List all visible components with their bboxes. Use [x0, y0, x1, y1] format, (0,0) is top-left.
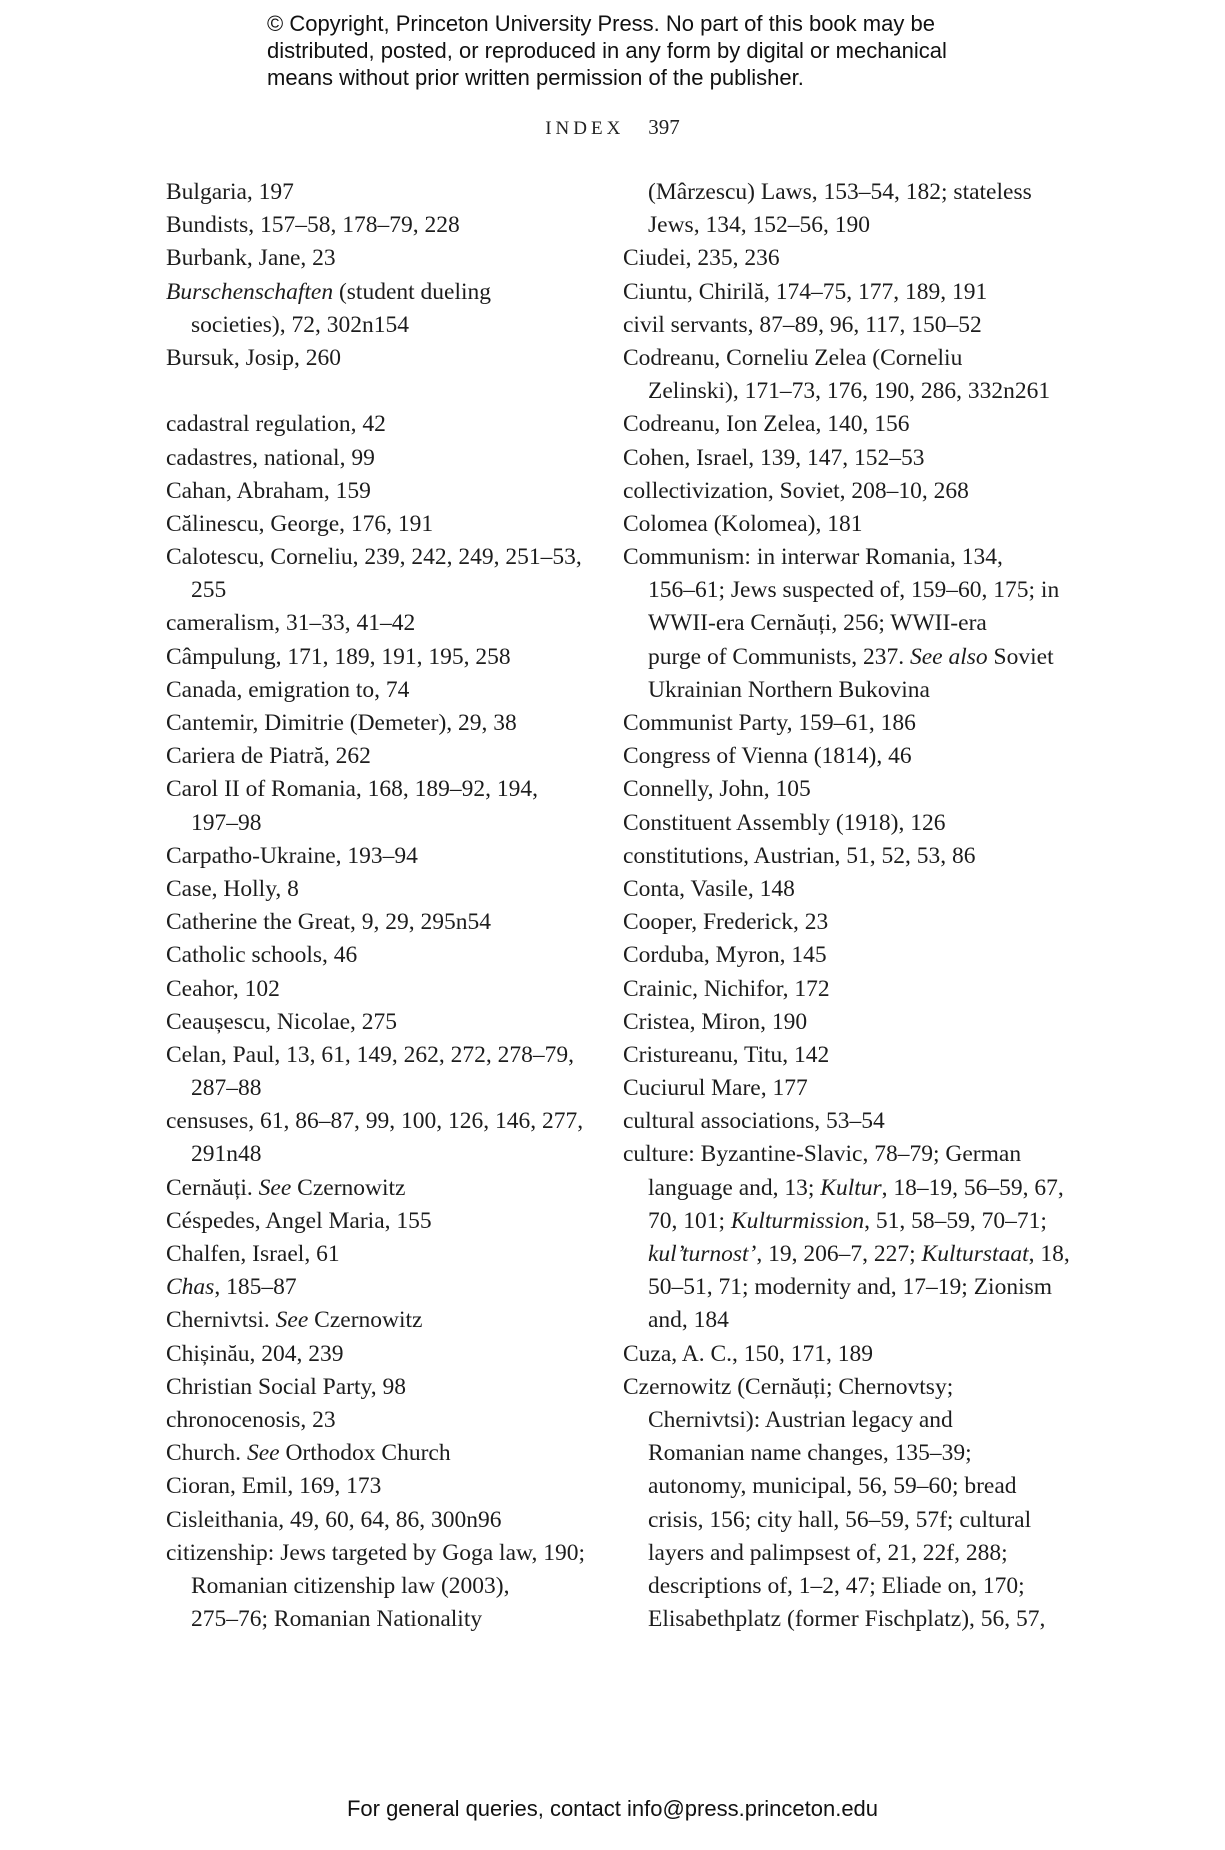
- index-entry-text: Czernowitz: [291, 1174, 406, 1201]
- index-entry-line: [166, 1072, 586, 1105]
- index-entry-line: [623, 607, 1063, 640]
- index-entry-line: [166, 1205, 586, 1238]
- index-entry-text: , 18,: [1028, 1241, 1070, 1267]
- index-entry-text: Cuciurul Mare, 177: [623, 1075, 808, 1102]
- index-entry-text: constitutions, Austrian, 51, 52, 53, 86: [623, 842, 976, 869]
- index-entry-text: (student dueling: [333, 278, 492, 305]
- copyright-line: © Copyright, Princeton University Press. No part of this book may be: [267, 11, 935, 36]
- index-entry-text: Cernăuți.: [166, 1174, 259, 1201]
- index-entry-italic: Kulturstaat: [921, 1241, 1029, 1267]
- index-entry-text: Case, Holly, 8: [166, 875, 299, 902]
- index-entry-text: , 18–19, 56–59, 67,: [881, 1174, 1064, 1201]
- index-column-right: [623, 176, 1070, 1636]
- index-entry-text: Cahan, Abraham, 159: [166, 477, 371, 504]
- index-entry-text: Communist Party, 159–61, 186: [623, 710, 916, 736]
- index-entry-text: chronocenosis, 23: [166, 1406, 336, 1433]
- index-entry-line: [166, 574, 586, 607]
- index-entry-line: [623, 707, 1063, 740]
- index-entry-text: Ceaușescu, Nicolae, 275: [166, 1008, 398, 1035]
- index-entry-text: Romanian name changes, 135–39;: [648, 1440, 972, 1467]
- index-entry-line: [623, 1371, 1063, 1404]
- index-entry-text: WWII-era Cernăuți, 256; WWII-era: [648, 610, 987, 637]
- index-entry-line: [623, 242, 1063, 275]
- index-entry-text: 50–51, 71; modernity and, 17–19; Zionism: [648, 1274, 1053, 1301]
- index-entry-line: [166, 508, 586, 541]
- index-entry-text: Connelly, John, 105: [623, 776, 811, 803]
- index-entry-line: [623, 1172, 1063, 1205]
- index-entry-text: Congress of Vienna (1814), 46: [623, 743, 912, 770]
- index-entry-line: [623, 641, 1063, 674]
- index-entry-italic: kul’turnost’: [648, 1241, 757, 1267]
- index-entry-text: cameralism, 31–33, 41–42: [166, 610, 416, 637]
- index-entry-text: Cioran, Emil, 169, 173: [166, 1473, 382, 1500]
- index-entry-text: Elisabethplatz (former Fischplatz), 56, 57,: [648, 1606, 1046, 1633]
- index-entry-line: [166, 773, 586, 806]
- index-entry-text: Jews, 134, 152–56, 190: [648, 212, 870, 239]
- index-entry-line: [623, 1105, 1063, 1138]
- index-entry-text: Burbank, Jane, 23: [166, 245, 336, 272]
- index-entry-text: censuses, 61, 86–87, 99, 100, 126, 146, 277,: [166, 1108, 584, 1135]
- index-entry-text: culture: Byzantine-Slavic, 78–79; German: [623, 1141, 1022, 1168]
- index-entry-text: Constituent Assembly (1918), 126: [623, 809, 946, 836]
- index-entry-text: Carpatho-Ukraine, 193–94: [166, 842, 418, 869]
- index-entry-text: Cariera de Piatră, 262: [166, 743, 371, 770]
- index-entry-line: [166, 807, 586, 840]
- index-column-left: [166, 176, 586, 1636]
- index-entry-text: Czernowitz (Cernăuți; Chernovtsy;: [623, 1373, 954, 1400]
- index-entry-text: Romanian citizenship law (2003),: [191, 1572, 510, 1599]
- index-entry-line: [623, 1504, 1063, 1537]
- index-entry-text: Celan, Paul, 13, 61, 149, 262, 272, 278–79,: [166, 1041, 574, 1068]
- index-entry-italic: See: [258, 1174, 292, 1201]
- index-entry-line: [166, 1138, 586, 1171]
- index-entry-text: 291n48: [191, 1141, 262, 1168]
- footer-contact: For general queries, contact info@press.princeton.edu: [346, 1796, 879, 1821]
- index-entry-italic: See: [275, 1307, 309, 1334]
- index-entry-text: 197–98: [191, 809, 262, 836]
- index-entry-line: [623, 740, 1063, 773]
- index-entry-text: Chernivtsi.: [166, 1307, 276, 1334]
- index-entry-line: [623, 1437, 1063, 1470]
- index-entry-text: Zelinski), 171–73, 176, 190, 286, 332n261: [648, 378, 1051, 405]
- index-entry-text: Communism: in interwar Romania, 134,: [623, 544, 1003, 571]
- index-entry-text: Orthodox Church: [279, 1440, 451, 1467]
- index-entry-text: civil servants, 87–89, 96, 117, 150–52: [623, 311, 982, 338]
- copyright-line: means without prior written permission of the publisher.: [267, 65, 804, 90]
- index-entry-text: layers and palimpsest of, 21, 22f, 288;: [648, 1539, 1008, 1566]
- index-entry-text: Cisleithania, 49, 60, 64, 86, 300n96: [166, 1506, 502, 1533]
- index-entry-text: Ceahor, 102: [166, 975, 280, 1002]
- copyright-notice: [267, 10, 1027, 91]
- page-number: 397: [648, 115, 680, 139]
- index-entry-text: Catholic schools, 46: [166, 942, 358, 969]
- index-entry-line: [166, 1570, 586, 1603]
- index-entry-text: Codreanu, Ion Zelea, 140, 156: [623, 411, 910, 438]
- index-entry-line: [166, 1603, 586, 1636]
- index-entry-line: [623, 807, 1063, 840]
- index-entry-line: [166, 1238, 586, 1271]
- index-section-gap: [166, 375, 586, 408]
- index-entry-text: Cantemir, Dimitrie (Demeter), 29, 38: [166, 710, 517, 736]
- index-entry-line: [166, 873, 586, 906]
- index-entry-line: [623, 674, 1063, 707]
- index-entry-text: , 185–87: [214, 1274, 297, 1301]
- index-entry-line: [166, 442, 586, 475]
- index-entry-text: Chișinău, 204, 239: [166, 1340, 344, 1367]
- index-entry-line: [166, 1537, 586, 1570]
- index-entry-line: [166, 674, 586, 707]
- index-entry-italic: Kultur: [820, 1174, 882, 1201]
- index-entry-text: citizenship: Jews targeted by Goga law, 190;: [166, 1539, 585, 1566]
- index-entry-line: [623, 176, 1063, 209]
- index-entry-text: language and, 13;: [648, 1174, 821, 1201]
- index-entry-text: Cristureanu, Titu, 142: [623, 1041, 830, 1068]
- index-entry-line: [166, 309, 586, 342]
- index-entry-text: crisis, 156; city hall, 56–59, 57f; cultural: [648, 1506, 1032, 1533]
- index-entry-text: Crainic, Nichifor, 172: [623, 975, 830, 1002]
- index-entry-line: [166, 475, 586, 508]
- index-entry-text: societies), 72, 302n154: [191, 311, 409, 338]
- index-entry-line: [623, 541, 1063, 574]
- index-entry-line: [623, 1205, 1063, 1238]
- index-entry-line: [166, 242, 586, 275]
- index-entry-italic: Kulturmission: [730, 1207, 865, 1234]
- index-entry-text: Church.: [166, 1440, 247, 1467]
- index-entry-text: Ukrainian Northern Bukovina: [648, 676, 930, 703]
- index-entry-text: cadastres, national, 99: [166, 444, 375, 471]
- index-entry-line: [166, 973, 586, 1006]
- index-entry-line: [166, 607, 586, 640]
- index-entry-text: descriptions of, 1–2, 47; Eliade on, 170;: [648, 1572, 1025, 1599]
- index-entry-text: autonomy, municipal, 56, 59–60; bread: [648, 1473, 1017, 1500]
- index-entry-line: [623, 1006, 1063, 1039]
- index-entry-text: Cristea, Miron, 190: [623, 1008, 808, 1035]
- index-entry-text: Catherine the Great, 9, 29, 295n54: [166, 909, 491, 936]
- index-entry-italic: See also: [910, 643, 988, 670]
- index-entry-line: [166, 541, 586, 574]
- index-entry-line: [623, 442, 1063, 475]
- index-entry-line: [166, 1470, 586, 1503]
- index-entry-line: [623, 1039, 1063, 1072]
- index-entry-text: Chalfen, Israel, 61: [166, 1241, 340, 1267]
- index-entry-line: [623, 1570, 1063, 1603]
- index-entry-text: Conta, Vasile, 148: [623, 875, 795, 902]
- index-entry-line: [623, 342, 1063, 375]
- index-entry-text: , 19, 206–7, 227;: [756, 1241, 922, 1267]
- index-entry-text: Céspedes, Angel Maria, 155: [166, 1207, 432, 1234]
- index-entry-line: [623, 773, 1063, 806]
- index-entry-line: [166, 1404, 586, 1437]
- index-entry-line: [166, 707, 586, 740]
- index-entry-italic: Chas: [166, 1274, 215, 1301]
- index-entry-text: Bundists, 157–58, 178–79, 228: [166, 212, 460, 239]
- index-entry-text: Călinescu, George, 176, 191: [166, 510, 434, 537]
- index-entry-text: Carol II of Romania, 168, 189–92, 194,: [166, 776, 539, 803]
- running-head: [0, 115, 1225, 140]
- index-entry-text: purge of Communists, 237.: [648, 643, 910, 670]
- index-entry-text: Cohen, Israel, 139, 147, 152–53: [623, 444, 925, 471]
- index-entry-line: [623, 276, 1063, 309]
- index-entry-line: [166, 740, 586, 773]
- index-entry-line: [166, 1304, 586, 1337]
- index-entry-text: 255: [191, 577, 227, 604]
- index-entry-line: [623, 973, 1063, 1006]
- index-entry-line: [623, 1404, 1063, 1437]
- index-entry-line: [623, 939, 1063, 972]
- index-entry-text: cultural associations, 53–54: [623, 1108, 885, 1135]
- index-entry-text: Ciudei, 235, 236: [623, 245, 780, 272]
- index-entry-text: Colomea (Kolomea), 181: [623, 510, 863, 537]
- index-entry-italic: See: [246, 1440, 280, 1467]
- index-entry-line: [623, 1304, 1063, 1337]
- index-entry-line: [166, 176, 586, 209]
- index-entry-text: 70, 101;: [648, 1207, 731, 1234]
- index-entry-line: [623, 1072, 1063, 1105]
- index-entry-line: [166, 906, 586, 939]
- index-entry-line: [623, 209, 1063, 242]
- index-entry-text: Bursuk, Josip, 260: [166, 344, 341, 371]
- index-entry-line: [166, 1172, 586, 1205]
- index-entry-line: [623, 1470, 1063, 1503]
- index-entry-text: Corduba, Myron, 145: [623, 942, 827, 969]
- index-entry-line: [166, 1437, 586, 1470]
- index-entry-line: [166, 1006, 586, 1039]
- index-entry-text: and, 184: [648, 1307, 729, 1334]
- index-entry-line: [623, 840, 1063, 873]
- index-entry-text: Canada, emigration to, 74: [166, 676, 410, 703]
- index-entry-text: Christian Social Party, 98: [166, 1373, 406, 1400]
- index-entry-line: [623, 408, 1063, 441]
- index-entry-text: , 51, 58–59, 70–71;: [864, 1207, 1047, 1234]
- index-entry-text: Czernowitz: [308, 1307, 423, 1334]
- index-entry-text: Calotescu, Corneliu, 239, 242, 249, 251–53,: [166, 544, 582, 571]
- index-entry-text: 156–61; Jews suspected of, 159–60, 175; in: [648, 577, 1060, 604]
- index-entry-line: [166, 408, 586, 441]
- index-entry-line: [623, 574, 1063, 607]
- index-entry-line: [166, 1271, 586, 1304]
- index-entry-text: Chernivtsi): Austrian legacy and: [648, 1406, 953, 1433]
- index-entry-text: collectivization, Soviet, 208–10, 268: [623, 477, 969, 504]
- index-entry-line: [166, 1338, 586, 1371]
- index-entry-line: [623, 1537, 1063, 1570]
- index-entry-italic: Burschenschaften: [166, 278, 334, 305]
- index-entry-text: 287–88: [191, 1075, 262, 1102]
- index-entry-text: Ciuntu, Chirilă, 174–75, 177, 189, 191: [623, 278, 988, 305]
- index-entry-line: [166, 641, 586, 674]
- index-entry-line: [623, 375, 1063, 408]
- index-entry-text: Câmpulung, 171, 189, 191, 195, 258: [166, 643, 511, 670]
- index-entry-line: [166, 1371, 586, 1404]
- index-entry-line: [166, 939, 586, 972]
- index-entry-text: (Mârzescu) Laws, 153–54, 182; stateless: [648, 179, 1032, 205]
- index-entry-line: [623, 508, 1063, 541]
- index-entry-line: [623, 1238, 1070, 1271]
- index-entry-text: Codreanu, Corneliu Zelea (Corneliu: [623, 344, 963, 371]
- index-entry-line: [623, 906, 1063, 939]
- running-head-label: INDEX: [545, 118, 625, 139]
- index-entry-text: Bulgaria, 197: [166, 179, 294, 205]
- index-entry-line: [166, 209, 586, 242]
- index-entry-text: 275–76; Romanian Nationality: [191, 1606, 483, 1633]
- index-entry-line: [166, 840, 586, 873]
- index-entry-line: [623, 1271, 1063, 1304]
- index-entry-line: [623, 1603, 1063, 1636]
- index-entry-line: [166, 342, 586, 375]
- copyright-line: distributed, posted, or reproduced in any form by digital or mechanical: [267, 38, 947, 63]
- index-entry-line: [623, 1138, 1063, 1171]
- index-entry-text: Cooper, Frederick, 23: [623, 909, 829, 936]
- index-entry-line: [166, 276, 586, 309]
- index-entry-line: [623, 475, 1063, 508]
- index-entry-line: [166, 1039, 586, 1072]
- index-entry-text: Soviet: [987, 643, 1054, 670]
- index-entry-line: [166, 1504, 586, 1537]
- index-entry-line: [623, 309, 1063, 342]
- index-entry-text: cadastral regulation, 42: [166, 411, 386, 438]
- index-entry-text: Cuza, A. C., 150, 171, 189: [623, 1340, 874, 1367]
- index-entry-line: [623, 873, 1063, 906]
- index-entry-line: [623, 1338, 1063, 1371]
- index-entry-line: [166, 1105, 586, 1138]
